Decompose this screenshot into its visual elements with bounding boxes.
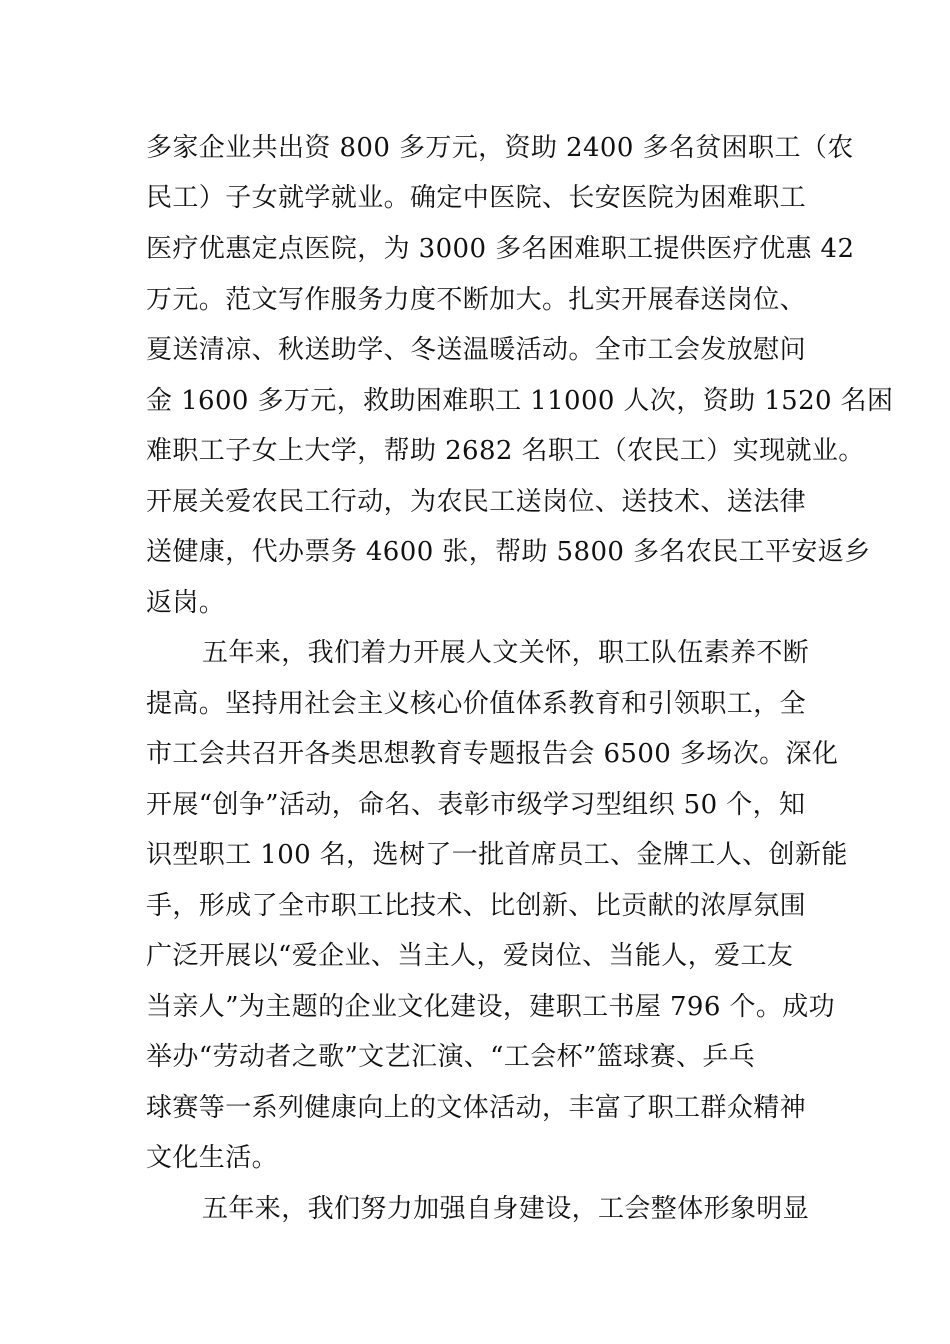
text-line: 提高。坚持用社会主义核心价值体系教育和引领职工，全 xyxy=(146,689,807,719)
text-line: 开展“创争”活动，命名、表彰市级学习型组织 50 个，知 xyxy=(146,790,806,820)
text-line: 金 1600 多万元，救助困难职工 11000 人次，资助 1520 名困 xyxy=(146,386,894,416)
text-line: 文化生活。 xyxy=(146,1143,279,1173)
text-line: 识型职工 100 名，选树了一批首席员工、金牌工人、创新能 xyxy=(146,840,848,870)
text-line: 球赛等一系列健康向上的文体活动，丰富了职工群众精神 xyxy=(146,1093,807,1123)
text-line: 手，形成了全市职工比技术、比创新、比贡献的浓厚氛围 xyxy=(146,891,807,921)
text-line: 市工会共召开各类思想教育专题报告会 6500 多场次。深化 xyxy=(146,739,839,769)
text-line: 返岗。 xyxy=(146,588,226,618)
text-line: 民工）子女就学就业。确定中医院、长安医院为困难职工 xyxy=(146,183,807,213)
text-line: 开展关爱农民工行动，为农民工送岗位、送技术、送法律 xyxy=(146,487,807,517)
text-line: 多家企业共出资 800 多万元，资助 2400 多名贫困职工（农 xyxy=(146,133,854,163)
text-line: 当亲人”为主题的企业文化建设，建职工书屋 796 个。成功 xyxy=(146,992,836,1022)
paragraph-first-line: 五年来，我们努力加强自身建设，工会整体形象明显 xyxy=(202,1194,810,1224)
text-line: 夏送清凉、秋送助学、冬送温暖活动。全市工会发放慰问 xyxy=(146,335,807,365)
text-line: 广泛开展以“爱企业、当主人，爱岗位、当能人，爱工友 xyxy=(146,941,794,971)
text-line: 举办“劳动者之歌”文艺汇演、“工会杯”篮球赛、乒乓 xyxy=(146,1042,756,1072)
text-line: 医疗优惠定点医院，为 3000 多名困难职工提供医疗优惠 42 xyxy=(146,234,855,264)
paragraph-first-line: 五年来，我们着力开展人文关怀，职工队伍素养不断 xyxy=(202,638,810,668)
text-line: 难职工子女上大学，帮助 2682 名职工（农民工）实现就业。 xyxy=(146,436,865,466)
text-line: 送健康，代办票务 4600 张，帮助 5800 多名农民工平安返乡 xyxy=(146,537,871,567)
text-line: 万元。范文写作服务力度不断加大。扎实开展春送岗位、 xyxy=(146,285,807,315)
